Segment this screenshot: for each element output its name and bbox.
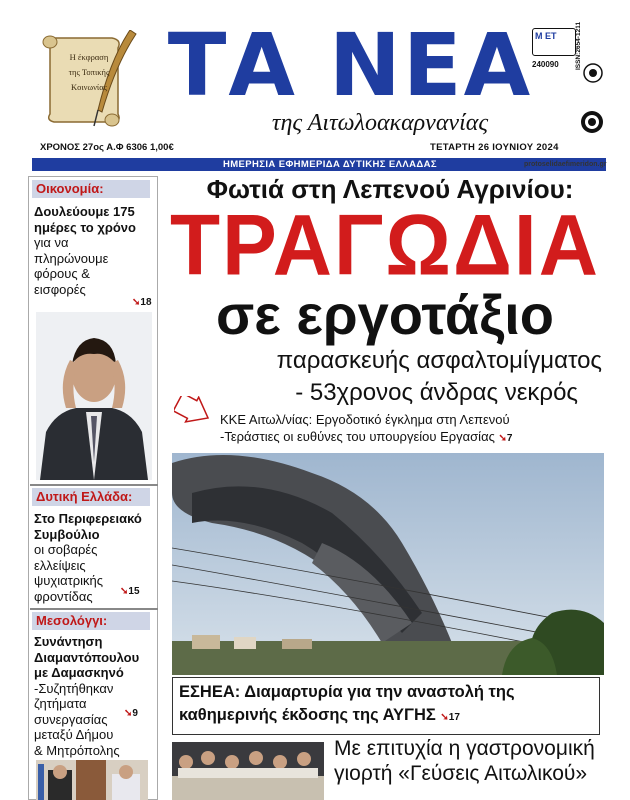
page-arrow-icon: ➘ xyxy=(498,433,507,444)
festival-crowd-photo xyxy=(172,742,324,800)
section-divider xyxy=(30,484,158,486)
esiea-story-box[interactable]: ΕΣΗΕΑ: Διαμαρτυρία για την αναστολή της καθημερινής έκδοσης της ΑΥΓΗΣ ➘17 xyxy=(172,677,600,735)
met-number: 240090 xyxy=(532,60,559,69)
seal-icon xyxy=(582,62,604,84)
kke-statement[interactable]: ΚΚΕ Αιτωλ/νίας: Εργοδοτικό έγκλημα στη Λεπενού xyxy=(220,412,510,427)
headline-sub-line1: παρασκευής ασφαλτομίγματος xyxy=(276,347,602,374)
pointer-arrow-icon xyxy=(174,396,212,424)
publishers-union-icon xyxy=(580,110,604,134)
story-lead: Δουλεύουμε 175 ημέρες το χρόνο xyxy=(34,204,136,235)
section-divider xyxy=(30,608,158,610)
banner-text: ΗΜΕΡΗΣΙΑ ΕΦΗΜΕΡΙΔΑ ΔΥΤΙΚΗΣ ΕΛΛΑΔΑΣ xyxy=(222,159,437,170)
main-headline[interactable]: ΤΡΑΓΩΔΙΑ xyxy=(170,197,600,294)
issue-info: ΧΡΟΝΟΣ 27ος Α.Φ 6306 1,00€ xyxy=(40,142,174,153)
newspaper-subtitle: της Αιτωλοακαρνανίας xyxy=(271,110,489,136)
fire-smoke-photo xyxy=(172,453,604,675)
story-economy[interactable] xyxy=(34,204,152,297)
page-ref: ➘18 xyxy=(132,297,152,308)
kke-statement-sub: -Τεράστιες οι ευθύνες του υπουργείου Εργασίας ➘7 xyxy=(220,429,513,444)
page-ref: ➘15 xyxy=(120,586,140,597)
story-mesolongi[interactable] xyxy=(34,634,156,758)
story-kicker: Φωτιά στη Λεπενού Αγρινίου: xyxy=(206,174,574,204)
story-lead: Συνάντηση Διαμαντόπουλου με Δαμασκηνό xyxy=(34,634,140,680)
stressed-man-photo xyxy=(36,312,152,480)
issue-date: ΤΕΤΑΡΤΗ 26 ΙΟΥΝΙΟΥ 2024 xyxy=(430,142,559,153)
page-ref: ➘9 xyxy=(124,708,138,719)
meeting-photo xyxy=(36,760,148,800)
festival-headline[interactable]: Με επιτυχία η γαστρονομική γιορτή «Γεύσεις Αιτωλικού» xyxy=(334,737,595,785)
story-body: οι σοβαρές ελλείψεις ψυχιατρικής φροντίδας xyxy=(34,542,104,604)
story-lead: Στο Περιφερειακό Συμβούλιο xyxy=(34,511,142,542)
section-economy: Οικονομία: xyxy=(32,180,150,198)
met-label: Μ ΕΤ xyxy=(535,31,557,41)
issn-number: ISSN:2654-1211 xyxy=(575,21,582,70)
page-arrow-icon: ➘ xyxy=(132,297,141,308)
page-arrow-icon: ➘ xyxy=(120,586,129,597)
section-west-greece: Δυτική Ελλάδα: xyxy=(32,488,150,506)
headline-sub-line2: - 53χρονος άνδρας νεκρός xyxy=(295,379,578,406)
story-body: για να πληρώνουμε φόρους & εισφορές xyxy=(34,235,109,297)
source-watermark: protoselidaefimeridon.gr xyxy=(524,161,607,168)
page-arrow-icon: ➘ xyxy=(440,712,449,723)
masthead-motto: Η έκφραση της Τοπικής Κοινωνίας xyxy=(68,52,110,92)
section-mesolongi: Μεσολόγγι: xyxy=(32,612,150,630)
page-arrow-icon: ➘ xyxy=(124,708,133,719)
story-body: -Συζητήθηκαν ζητήματα συνεργασίας μεταξύ Δήμου & Μητρόπολης xyxy=(34,680,120,758)
esiea-text: ΕΣΗΕΑ: Διαμαρτυρία για την αναστολή της καθημερινής έκδοσης της ΑΥΓΗΣ xyxy=(179,683,515,724)
newspaper-title: ΤΑ ΝΕΑ xyxy=(167,16,533,116)
main-headline-line2[interactable]: σε εργοτάξιο xyxy=(215,283,555,346)
